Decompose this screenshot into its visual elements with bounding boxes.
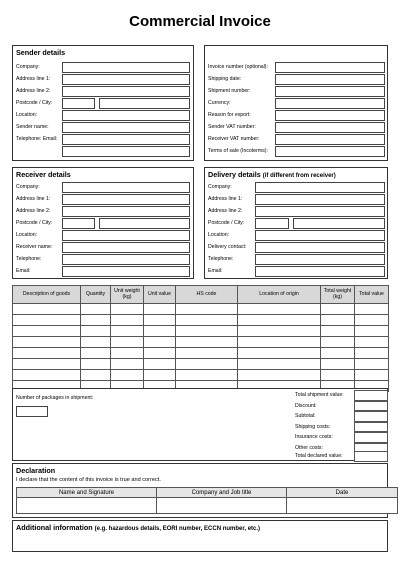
table-cell[interactable] <box>355 370 389 381</box>
table-cell[interactable] <box>238 326 321 337</box>
goods-table <box>12 285 389 392</box>
insurance-costs-row <box>213 432 389 443</box>
receiver-address1-input[interactable] <box>62 194 190 205</box>
delivery-city-input[interactable] <box>293 218 385 229</box>
subtotal-row <box>213 411 389 422</box>
table-row <box>13 337 389 348</box>
sender-location-row <box>13 110 193 121</box>
sender-name-row <box>13 122 193 133</box>
receiver-location-label: Location: <box>16 232 38 238</box>
sender-vat-input[interactable] <box>275 122 385 133</box>
sender-email-input[interactable] <box>62 146 190 157</box>
delivery-telephone-row <box>205 254 387 265</box>
other-costs-label: Other costs: <box>295 444 323 451</box>
invoice-number-row <box>205 62 387 73</box>
table-cell[interactable] <box>111 337 144 348</box>
receiver-company-input[interactable] <box>62 182 190 193</box>
table-cell[interactable] <box>81 337 111 348</box>
receiver-email-row <box>13 266 193 277</box>
table-cell[interactable] <box>13 370 81 381</box>
incoterms-label: Terms of sale (Incoterms): <box>208 148 268 154</box>
sender-address2-input[interactable] <box>62 86 190 97</box>
delivery-company-input[interactable] <box>255 182 385 193</box>
table-cell[interactable] <box>176 337 238 348</box>
discount-row <box>213 401 389 412</box>
receiver-vat-row <box>205 134 387 145</box>
delivery-email-row <box>205 266 387 277</box>
additional-info-section <box>12 520 388 552</box>
reason-for-export-label: Reason for export: <box>208 112 251 118</box>
delivery-telephone-label: Telephone: <box>208 256 234 262</box>
table-cell[interactable] <box>238 337 321 348</box>
currency-label: Currency: <box>208 100 231 106</box>
delivery-address1-input[interactable] <box>255 194 385 205</box>
table-cell[interactable] <box>321 315 355 326</box>
sender-postcode-city-row <box>13 98 193 109</box>
signature-row <box>17 498 398 514</box>
packages-label: Number of packages in shipment: <box>16 395 94 401</box>
sender-address2-row <box>13 86 193 97</box>
sender-phone-email-row <box>13 134 193 145</box>
table-cell[interactable] <box>144 337 176 348</box>
shipping-costs-input[interactable] <box>354 422 388 433</box>
invoice-number-label: Invoice number (optional): <box>208 64 268 70</box>
sender-details-heading: Sender details <box>16 48 66 57</box>
table-cell[interactable] <box>144 304 176 315</box>
sender-location-input[interactable] <box>62 110 190 121</box>
delivery-address2-row <box>205 206 387 217</box>
reason-for-export-row <box>205 110 387 121</box>
table-cell[interactable] <box>144 359 176 370</box>
sender-city-input[interactable] <box>99 98 190 109</box>
incoterms-input[interactable] <box>275 146 385 157</box>
delivery-location-input[interactable] <box>255 230 385 241</box>
total-shipment-value-row <box>213 390 389 401</box>
shipping-date-row <box>205 74 387 85</box>
declaration-section <box>12 463 388 518</box>
table-cell[interactable] <box>176 348 238 359</box>
table-cell[interactable] <box>81 359 111 370</box>
subtotal-label: Subtotal: <box>295 413 316 419</box>
table-cell[interactable] <box>355 315 389 326</box>
receiver-address2-input[interactable] <box>62 206 190 217</box>
col-description-of-goods: Description of goods <box>13 286 81 304</box>
delivery-postcode-input[interactable] <box>255 218 289 229</box>
currency-input[interactable] <box>275 98 385 109</box>
table-cell[interactable] <box>355 337 389 348</box>
discount-input[interactable] <box>354 401 388 412</box>
receiver-location-row <box>13 230 193 241</box>
table-row <box>13 326 389 337</box>
sender-company-label: Company: <box>16 64 40 70</box>
receiver-address2-label: Address line 2: <box>16 208 51 214</box>
table-cell[interactable] <box>176 370 238 381</box>
table-cell[interactable] <box>144 348 176 359</box>
delivery-address1-label: Address line 1: <box>208 196 243 202</box>
col-date: Date <box>287 488 398 498</box>
date-cell[interactable] <box>287 498 398 514</box>
receiver-address1-row <box>13 194 193 205</box>
sender-address2-label: Address line 2: <box>16 88 51 94</box>
table-cell[interactable] <box>355 326 389 337</box>
insurance-costs-label: Insurance costs: <box>295 434 333 440</box>
receiver-email-label: Email: <box>16 268 31 274</box>
receiver-postcode-city-row <box>13 218 193 229</box>
shipment-number-row <box>205 86 387 97</box>
total-declared-value-label: Total declared value: <box>295 453 343 459</box>
sender-company-input[interactable] <box>62 62 190 73</box>
table-cell[interactable] <box>13 359 81 370</box>
summary-section <box>12 388 388 461</box>
table-cell[interactable] <box>111 326 144 337</box>
signature-table <box>16 487 398 514</box>
receiver-vat-label: Receiver VAT number: <box>208 136 260 142</box>
total-shipment-value-input[interactable] <box>354 390 388 401</box>
col-company-and-job-title: Company and Job title <box>157 488 287 498</box>
receiver-city-input[interactable] <box>99 218 190 229</box>
receiver-address2-row <box>13 206 193 217</box>
total-declared-value-row <box>213 451 389 462</box>
table-cell[interactable] <box>238 315 321 326</box>
table-cell[interactable] <box>238 359 321 370</box>
table-cell[interactable] <box>321 370 355 381</box>
receiver-telephone-input[interactable] <box>62 254 190 265</box>
incoterms-row <box>205 146 387 157</box>
col-quantity: Quantity <box>81 286 111 304</box>
receiver-company-row <box>13 182 193 193</box>
delivery-address2-label: Address line 2: <box>208 208 243 214</box>
sender-details-section <box>12 45 194 161</box>
table-row <box>13 315 389 326</box>
delivery-location-row <box>205 230 387 241</box>
table-cell[interactable] <box>81 326 111 337</box>
additional-info-heading-main: Additional information <box>16 523 93 532</box>
delivery-telephone-input[interactable] <box>255 254 385 265</box>
shipping-date-label: Shipping date: <box>208 76 242 82</box>
table-cell[interactable] <box>13 326 81 337</box>
col-unit-value: Unit value <box>144 286 176 304</box>
table-cell[interactable] <box>321 337 355 348</box>
delivery-contact-label: Delivery contact: <box>208 244 247 250</box>
table-row <box>13 370 389 381</box>
shipping-costs-row <box>213 422 389 433</box>
table-cell[interactable] <box>238 304 321 315</box>
delivery-company-label: Company: <box>208 184 232 190</box>
job-title-cell[interactable] <box>157 498 287 514</box>
table-cell[interactable] <box>176 315 238 326</box>
invoice-number-input[interactable] <box>275 62 385 73</box>
shipment-number-label: Shipment number: <box>208 88 251 94</box>
receiver-postcode-city-label: Postcode / City: <box>16 220 53 226</box>
table-cell[interactable] <box>238 370 321 381</box>
table-cell[interactable] <box>321 348 355 359</box>
sender-phone-input[interactable] <box>62 134 190 145</box>
table-cell[interactable] <box>176 326 238 337</box>
sender-postcode-input[interactable] <box>62 98 95 109</box>
table-cell[interactable] <box>13 304 81 315</box>
col-hs-code: HS code <box>176 286 238 304</box>
col-name-and-signature: Name and Signature <box>17 488 157 498</box>
delivery-postcode-city-label: Postcode / City: <box>208 220 245 226</box>
additional-info-note: (e.g. hazardous details, EORI number, ECCN number, etc.) <box>94 526 261 532</box>
receiver-email-input[interactable] <box>62 266 190 277</box>
table-cell[interactable] <box>111 370 144 381</box>
receiver-telephone-row <box>13 254 193 265</box>
total-declared-value-input[interactable] <box>354 451 388 462</box>
receiver-name-input[interactable] <box>62 242 190 253</box>
shipment-number-input[interactable] <box>275 86 385 97</box>
col-total-value: Total value <box>355 286 389 304</box>
sender-address1-label: Address line 1: <box>16 76 51 82</box>
shipping-costs-label: Shipping costs: <box>295 423 331 430</box>
delivery-company-row <box>205 182 387 193</box>
table-cell[interactable] <box>81 315 111 326</box>
table-cell[interactable] <box>355 304 389 315</box>
packages-row <box>13 393 163 404</box>
table-cell[interactable] <box>321 359 355 370</box>
table-cell[interactable] <box>144 326 176 337</box>
delivery-contact-row <box>205 242 387 253</box>
total-shipment-value-label: Total shipment value: <box>295 392 344 398</box>
shipping-date-input[interactable] <box>275 74 385 85</box>
receiver-location-input[interactable] <box>62 230 190 241</box>
sender-vat-label: Sender VAT number: <box>208 124 256 130</box>
sender-address1-input[interactable] <box>62 74 190 85</box>
table-cell[interactable] <box>111 348 144 359</box>
sender-email-row <box>13 146 193 157</box>
declaration-heading: Declaration <box>16 466 56 475</box>
table-cell[interactable] <box>321 326 355 337</box>
packages-input[interactable] <box>16 406 48 417</box>
delivery-email-label: Email: <box>208 268 223 274</box>
currency-row <box>205 98 387 109</box>
table-row <box>13 359 389 370</box>
table-cell[interactable] <box>111 304 144 315</box>
sender-postcode-city-label: Postcode / City: <box>16 100 53 106</box>
table-cell[interactable] <box>111 315 144 326</box>
table-cell[interactable] <box>81 304 111 315</box>
table-cell[interactable] <box>13 315 81 326</box>
sender-vat-row <box>205 122 387 133</box>
table-cell[interactable] <box>355 359 389 370</box>
insurance-costs-input[interactable] <box>354 432 388 443</box>
receiver-vat-input[interactable] <box>275 134 385 145</box>
receiver-company-label: Company: <box>16 184 40 190</box>
table-cell[interactable] <box>176 304 238 315</box>
delivery-heading-main: Delivery details <box>208 170 261 179</box>
sender-name-input[interactable] <box>62 122 190 133</box>
table-cell[interactable] <box>144 315 176 326</box>
table-cell[interactable] <box>321 304 355 315</box>
receiver-details-section <box>12 167 194 279</box>
declaration-text: I declare that the content of this invoice is true and correct. <box>16 477 161 483</box>
table-row <box>13 304 389 315</box>
table-cell[interactable] <box>176 359 238 370</box>
table-cell[interactable] <box>144 370 176 381</box>
delivery-details-heading <box>208 170 336 179</box>
col-total-weight: Total weight (kg) <box>321 286 355 304</box>
additional-info-heading <box>16 523 260 532</box>
sender-phone-email-label: Telephone: Email: <box>16 136 58 142</box>
col-unit-weight: Unit weight (kg) <box>111 286 144 304</box>
delivery-email-input[interactable] <box>255 266 385 277</box>
receiver-details-heading: Receiver details <box>16 170 71 179</box>
signature-cell[interactable] <box>17 498 157 514</box>
goods-header-row <box>13 286 389 304</box>
table-cell[interactable] <box>111 359 144 370</box>
delivery-postcode-city-row <box>205 218 387 229</box>
receiver-postcode-input[interactable] <box>62 218 95 229</box>
table-cell[interactable] <box>13 337 81 348</box>
table-cell[interactable] <box>81 370 111 381</box>
delivery-details-section <box>204 167 388 279</box>
table-cell[interactable] <box>355 348 389 359</box>
delivery-location-label: Location: <box>208 232 230 238</box>
table-cell[interactable] <box>238 348 321 359</box>
delivery-contact-input[interactable] <box>255 242 385 253</box>
page-title: Commercial Invoice <box>129 13 271 30</box>
receiver-name-label: Receiver name: <box>16 244 53 250</box>
table-cell[interactable] <box>81 348 111 359</box>
sender-company-row <box>13 62 193 73</box>
table-row <box>13 348 389 359</box>
reason-for-export-input[interactable] <box>275 110 385 121</box>
sender-location-label: Location: <box>16 112 38 118</box>
receiver-address1-label: Address line 1: <box>16 196 51 202</box>
signature-header-row <box>17 488 398 498</box>
sender-address1-row <box>13 74 193 85</box>
col-location-of-origin: Location of origin <box>238 286 321 304</box>
delivery-address1-row <box>205 194 387 205</box>
delivery-address2-input[interactable] <box>255 206 385 217</box>
receiver-name-row <box>13 242 193 253</box>
discount-label: Discount: <box>295 402 317 409</box>
sender-name-label: Sender name: <box>16 124 49 130</box>
delivery-heading-note: (if different from receiver) <box>262 173 336 179</box>
receiver-telephone-label: Telephone: <box>16 256 42 262</box>
subtotal-input[interactable] <box>354 411 388 422</box>
table-cell[interactable] <box>13 348 81 359</box>
invoice-details-section <box>204 45 388 161</box>
